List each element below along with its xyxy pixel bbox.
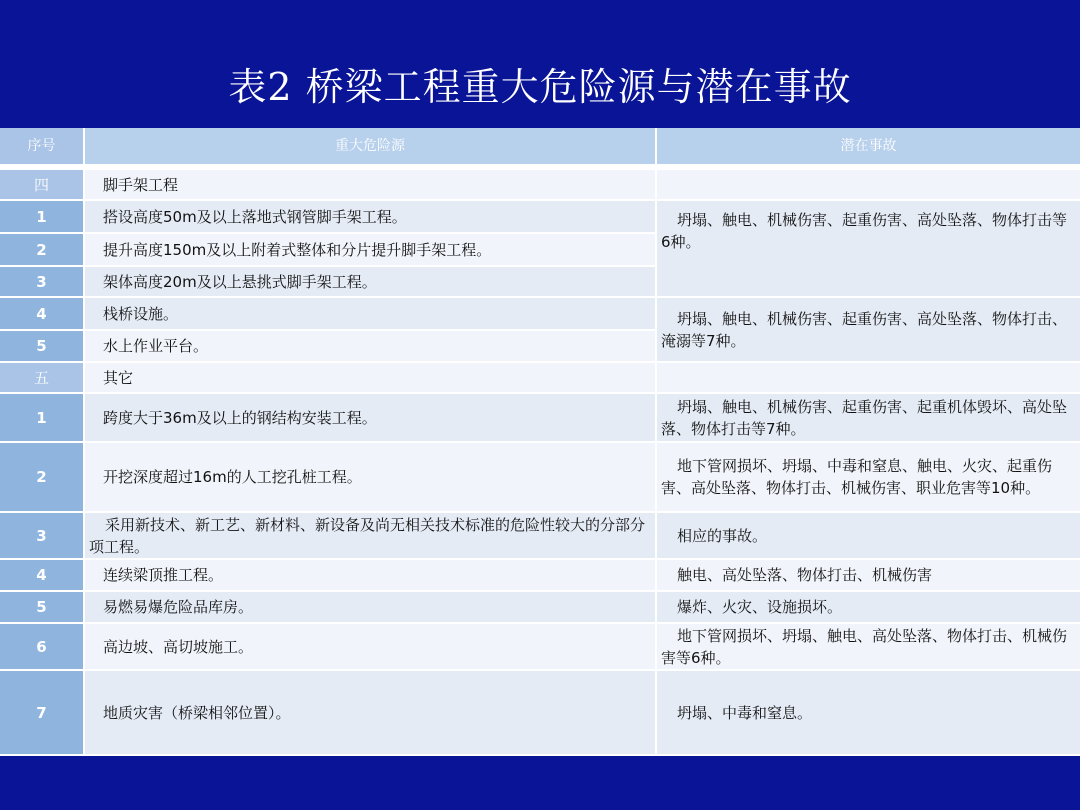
- row-hazard: 水上作业平台。: [85, 331, 655, 363]
- row-number: 五: [0, 363, 83, 394]
- row-number: 2: [0, 234, 83, 267]
- row-hazard: 栈桥设施。: [85, 298, 655, 331]
- row-number: 3: [0, 513, 83, 560]
- row-number: 3: [0, 267, 83, 298]
- row-number: 5: [0, 592, 83, 624]
- hazard-table: [0, 128, 1080, 756]
- row-hazard: 搭设高度50m及以上落地式钢管脚手架工程。: [85, 201, 655, 234]
- row-accident: [657, 363, 1080, 394]
- row-hazard: 地质灾害（桥梁相邻位置）。: [85, 671, 655, 756]
- row-accident: [657, 170, 1080, 201]
- accident-text: 坍塌、触电、机械伤害、起重伤害、起重机体毁坏、高处坠落、物体打击等7种。: [661, 397, 1068, 438]
- row-hazard: 高边坡、高切坡施工。: [85, 624, 655, 671]
- row-hazard: 脚手架工程: [85, 170, 655, 201]
- row-hazard: 连续梁顶推工程。: [85, 560, 655, 592]
- row-accident: 爆炸、火灾、设施损坏。: [657, 592, 1080, 624]
- row-accident: [657, 624, 1080, 671]
- row-hazard: 开挖深度超过16m的人工挖孔桩工程。: [85, 443, 655, 513]
- accident-text: 坍塌、触电、机械伤害、起重伤害、高处坠落、物体打击等6种。: [661, 211, 1068, 251]
- accident-text: 地下管网损坏、坍塌、触电、高处坠落、物体打击、机械伤害等6种。: [661, 626, 1068, 667]
- slide-title: 表2 桥梁工程重大危险源与潜在事故: [228, 65, 852, 109]
- row-hazard: 其它: [85, 363, 655, 394]
- row-number: 4: [0, 560, 83, 592]
- row-hazard: 架体高度20m及以上悬挑式脚手架工程。: [85, 267, 655, 298]
- row-accident: [657, 443, 1080, 513]
- row-accident: [657, 298, 1080, 363]
- accident-text: 坍塌、触电、机械伤害、起重伤害、高处坠落、物体打击、淹溺等7种。: [661, 309, 1068, 350]
- row-accident: [657, 201, 1080, 298]
- row-hazard: [85, 513, 655, 560]
- header-hazard: 重大危险源: [85, 128, 655, 166]
- header-accident: 潜在事故: [657, 128, 1080, 166]
- row-hazard: 易燃易爆危险品库房。: [85, 592, 655, 624]
- row-accident: 相应的事故。: [657, 513, 1080, 560]
- row-number: 4: [0, 298, 83, 331]
- hazard-text: 采用新技术、新工艺、新材料、新设备及尚无相关技术标准的危险性较大的分部分项工程。: [89, 515, 646, 556]
- row-number: 四: [0, 170, 83, 201]
- footer-band: [0, 756, 1080, 810]
- row-number: 1: [0, 394, 83, 443]
- row-number: 2: [0, 443, 83, 513]
- row-hazard: 跨度大于36m及以上的钢结构安装工程。: [85, 394, 655, 443]
- row-accident: [657, 394, 1080, 443]
- accident-text: 地下管网损坏、坍塌、中毒和窒息、触电、火灾、起重伤害、高处坠落、物体打击、机械伤害、职业危害等10种。: [661, 457, 1053, 497]
- header-no: 序号: [0, 128, 83, 166]
- table-header-row: [0, 128, 1080, 166]
- row-number: 7: [0, 671, 83, 756]
- row-number: 1: [0, 201, 83, 234]
- row-accident: 坍塌、中毒和窒息。: [657, 671, 1080, 756]
- row-accident: 触电、高处坠落、物体打击、机械伤害: [657, 560, 1080, 592]
- row-number: 6: [0, 624, 83, 671]
- row-number: 5: [0, 331, 83, 363]
- row-hazard: 提升高度150m及以上附着式整体和分片提升脚手架工程。: [85, 234, 655, 267]
